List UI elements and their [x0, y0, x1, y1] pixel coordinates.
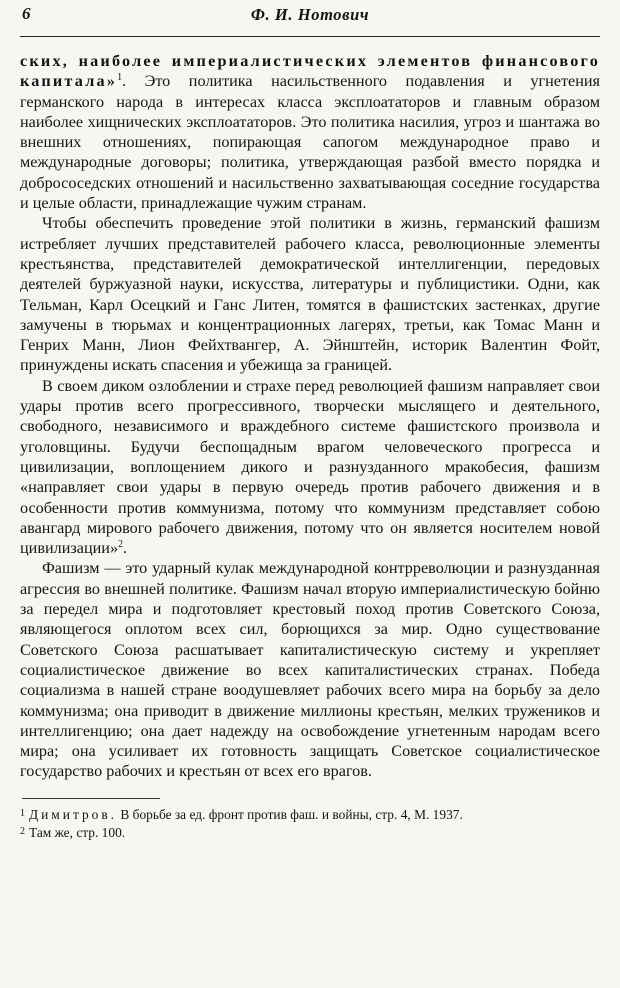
footnote-marker: 2: [20, 825, 25, 837]
paragraph-3: [20, 376, 600, 559]
paragraph-4: Фашизм — это ударный кулак международной контрреволюции и разнузданная агрессия во внешней политике. Фашизм начал вторую империалистическую бойню за передел мира и подготовляет крестовый поход против Советского Союза, являющегося оплотом всех сил, борющихся за мир. Одно существование Советского Союза расшатывает капиталистическую систему и укрепляет социалистическое движение во всех капиталистических странах. Победа социализма в нашей стране воодушевляет рабочих всего мира на борьбу за дело коммунизма; она приводит в движение миллионы крестьян, мелких тружеников и интеллигенцию; она дает надежду на освобождение угнетенным народам всего мира; она усиливает их готовность защищать Советское социалистическое государство рабочих и крестьян от всех его врагов.: [20, 559, 600, 781]
footnote-text: В борьбе за ед. фронт против фаш. и войны, стр. 4, М. 1937.: [117, 806, 463, 822]
paragraph-3-text: В своем диком озлоблении и страхе перед революцией фашизм направляет свои удары против всего прогрессивного, творчески мыслящего и деятельного, свободного, независимого и враждебного системе фашистского произвола и уголовщины. Будучи беспощадным врагом человеческого прогресса и цивилизации, воплощением дикого и разнузданного мракобесия, фашизм «направляет свои удары в первую очередь против рабочего движения и в особенности против коммунизма, потому что коммунизм представляет собою авангард мирового рабочего движения, потому что он является носителем новой цивилизации»: [20, 376, 600, 558]
main-text: [20, 51, 600, 782]
footnote-marker: 1: [20, 807, 25, 819]
running-title: Ф. И. Нотович: [250, 5, 370, 24]
footnotes: [20, 805, 600, 841]
paragraph-1: [20, 51, 600, 213]
quote-spaced: ских, наиболее империалистических элементов финансового капитала»: [20, 52, 600, 91]
footnote-divider: [22, 798, 160, 799]
footnote-2: [20, 823, 600, 841]
page-number: 6: [22, 4, 31, 23]
footnote-1: [20, 805, 600, 823]
page-header: [20, 0, 600, 37]
footnote-text: Там же, стр. 100.: [29, 824, 126, 840]
footnote-ref-1: 1: [117, 72, 123, 84]
paragraph-2: Чтобы обеспечить проведение этой политики в жизнь, германский фашизм истребляет лучших представителей рабочего класса, революционные элементы крестьянства, представителей демократической интеллигенции, передовых деятелей буржуазной науки, искусства, литературы и публицистики. Одни, как Тельман, Карл Осецкий и Ганс Литен, томятся в фашистских застенках, другие замучены в тюрьмах и концентрационных лагерях, третьи, как Томас Манн и Генрих Манн, Лион Фейхтвангер, А. Эйнштейн, историк Валентин Фойт, принуждены искать спасения и убежища за границей.: [20, 214, 600, 375]
paragraph-1-text: . Это политика насильственного подавления и угнетения германского народа в интересах класса эксплоататоров и главным образом наиболее хищнических эксплоататоров. Это политика насилия, угроз и шантажа во внешних отношениях, попирающая сапогом международное право и международные договоры; политика, утверждающая разбой вместо порядка и добрососедских отношений и насильственно захватывающая соседние государства и целые области, принадлежащие чужим странам.: [20, 72, 600, 213]
footnote-ref-2: 2: [118, 539, 124, 551]
paragraph-3-end: .: [123, 539, 128, 558]
footnote-author: Димитров.: [29, 806, 118, 822]
